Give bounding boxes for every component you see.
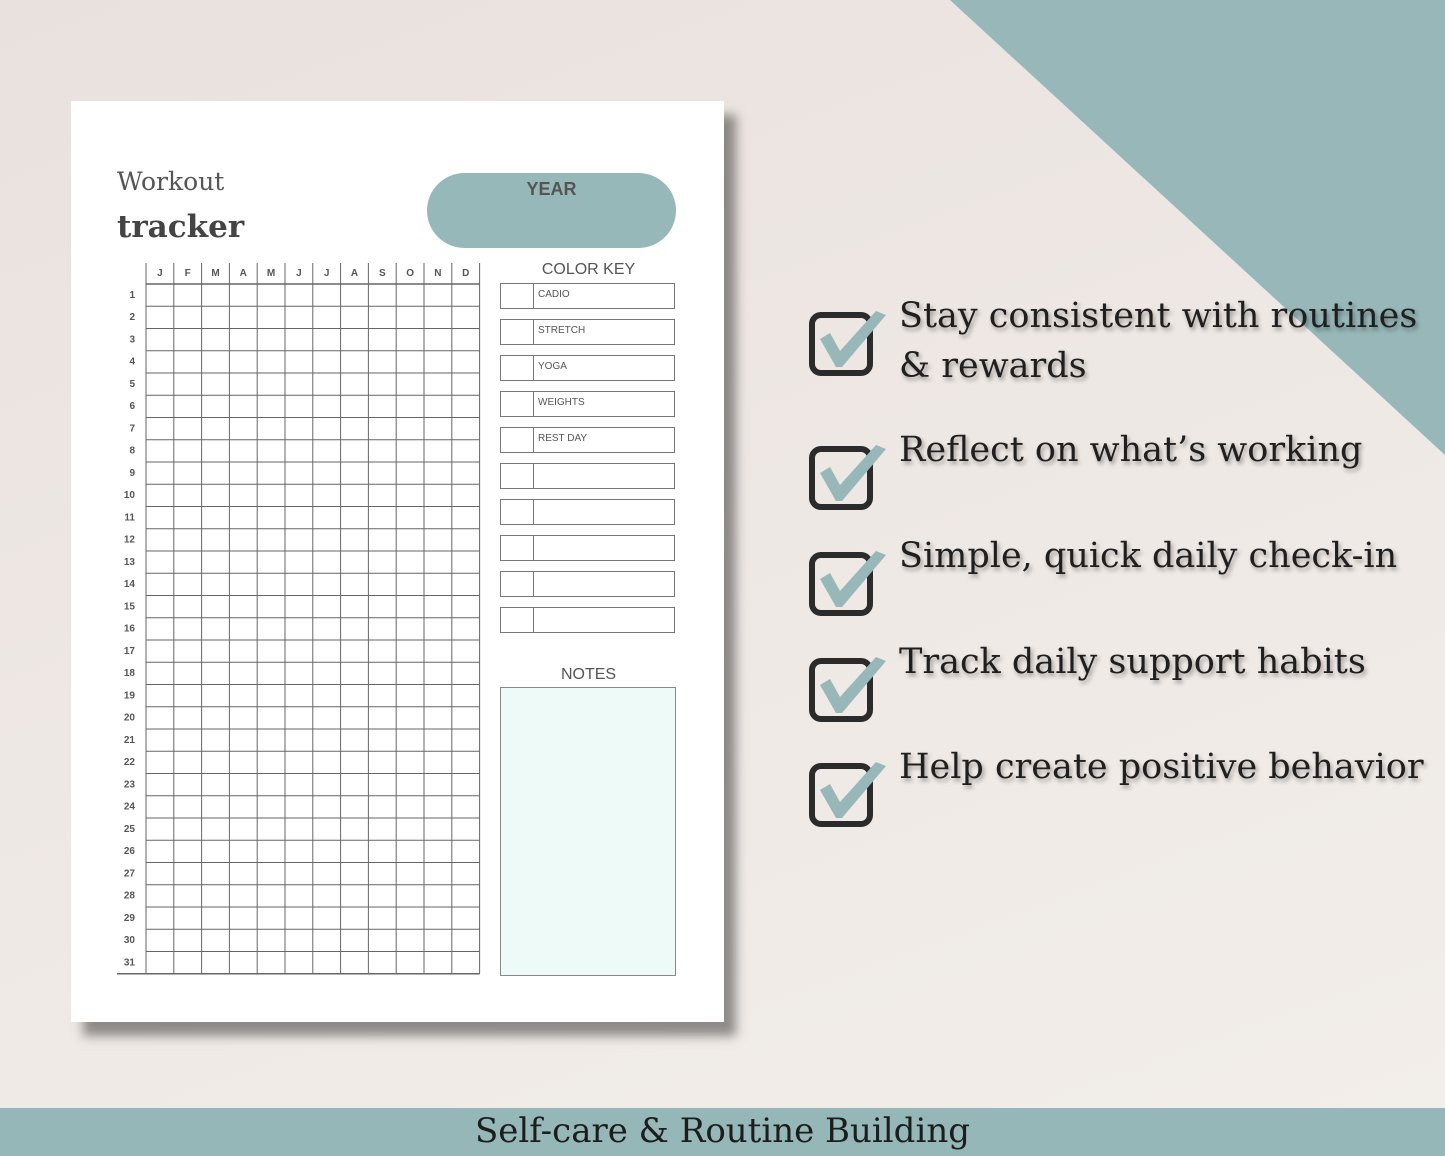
day-row-label: 4 [129,356,135,368]
color-key-title: COLOR KEY [541,261,636,278]
day-row-label: 24 [123,801,135,813]
benefit-item [808,747,1428,870]
day-row-label: 20 [123,712,135,724]
month-header-label: O [406,268,414,279]
month-header-label: J [323,268,330,279]
notes-title: NOTES [560,666,617,683]
notes-box[interactable] [500,687,676,976]
day-row-label: 6 [129,401,135,413]
year-label: YEAR [526,179,577,199]
checkbox-check-icon [808,655,890,727]
color-key-row[interactable] [500,535,675,561]
tracker-title-line1: Workout [117,167,225,196]
color-key-row[interactable] [500,391,675,417]
day-row-label: 22 [123,757,135,769]
benefit-text: Track daily support habits [899,642,1366,682]
color-swatch-box[interactable] [501,536,534,560]
benefit-text: Simple, quick daily check-in [899,536,1398,576]
day-row-label: 28 [123,890,135,902]
color-key-row[interactable] [500,427,675,453]
month-header-label: D [462,268,470,279]
workout-tracker-sheet [71,101,724,1022]
month-header-label: M [211,268,220,279]
month-header-label: S [378,268,386,279]
color-swatch-box[interactable] [501,428,534,452]
color-key-label: REST DAY [538,433,588,444]
checkbox-check-icon [808,760,890,832]
day-row-label: 7 [129,423,135,435]
color-swatch-box[interactable] [501,392,534,416]
footer-banner [0,1108,1445,1156]
day-row-label: 29 [123,912,135,924]
day-row-label: 8 [129,445,135,457]
color-key-label: WEIGHTS [538,397,585,408]
day-row-label: 21 [123,734,135,746]
tracker-title-line2: tracker [117,209,245,245]
benefit-item [808,296,1428,419]
day-row-label: 13 [123,556,135,568]
day-row-label: 19 [123,690,135,702]
day-row-label: 18 [123,668,135,680]
color-key-label: CADIO [538,289,570,300]
color-key-row[interactable] [500,463,675,489]
month-header-label: J [296,268,302,279]
day-row-label: 25 [123,823,135,835]
color-swatch-box[interactable] [501,320,534,344]
day-row-label: 5 [129,378,135,390]
color-swatch-box[interactable] [501,500,534,524]
benefit-text: Reflect on what’s working [899,430,1363,470]
day-row-label: 11 [124,512,135,524]
footer-tagline: Self-care & Routine Building [475,1111,970,1151]
month-header-label: J [157,268,163,279]
day-row-label: 23 [123,779,135,791]
color-swatch-box[interactable] [501,572,534,596]
day-row-label: 17 [123,645,135,657]
day-row-label: 12 [123,534,135,546]
color-swatch-box[interactable] [501,356,534,380]
day-row-label: 30 [123,935,135,947]
month-header-label: F [184,268,191,279]
day-row-label: 10 [123,490,135,502]
benefit-text: Help create positive behavior [899,747,1424,787]
month-header-label: A [350,268,359,279]
day-row-label: 2 [129,312,135,324]
color-key-label: YOGA [538,361,567,372]
day-row-label: 27 [123,868,135,880]
day-row-label: 1 [129,289,135,301]
color-key-row[interactable] [500,499,675,525]
checkbox-check-icon [808,443,890,515]
day-row-label: 31 [123,957,135,969]
color-key-row[interactable] [500,355,675,381]
month-header-label: M [266,268,276,279]
color-swatch-box[interactable] [501,464,534,488]
month-header-label: A [239,268,247,279]
day-row-label: 3 [129,334,135,346]
color-key-label: STRETCH [538,325,586,336]
day-row-label: 9 [129,467,135,479]
day-row-label: 16 [123,623,135,635]
color-swatch-box[interactable] [501,608,534,632]
month-header-label: N [434,268,442,279]
checkbox-check-icon [808,309,890,381]
day-row-label: 26 [123,846,135,858]
color-key-row[interactable] [500,607,675,633]
checkbox-check-icon [808,549,890,621]
color-key-row[interactable] [500,319,675,345]
day-row-label: 14 [123,579,135,591]
day-row-label: 15 [123,601,135,613]
benefit-text: Stay consistent with routines & rewards [899,296,1418,386]
color-key-row[interactable] [500,571,675,597]
color-key-row[interactable] [500,283,675,309]
color-swatch-box[interactable] [501,284,534,308]
